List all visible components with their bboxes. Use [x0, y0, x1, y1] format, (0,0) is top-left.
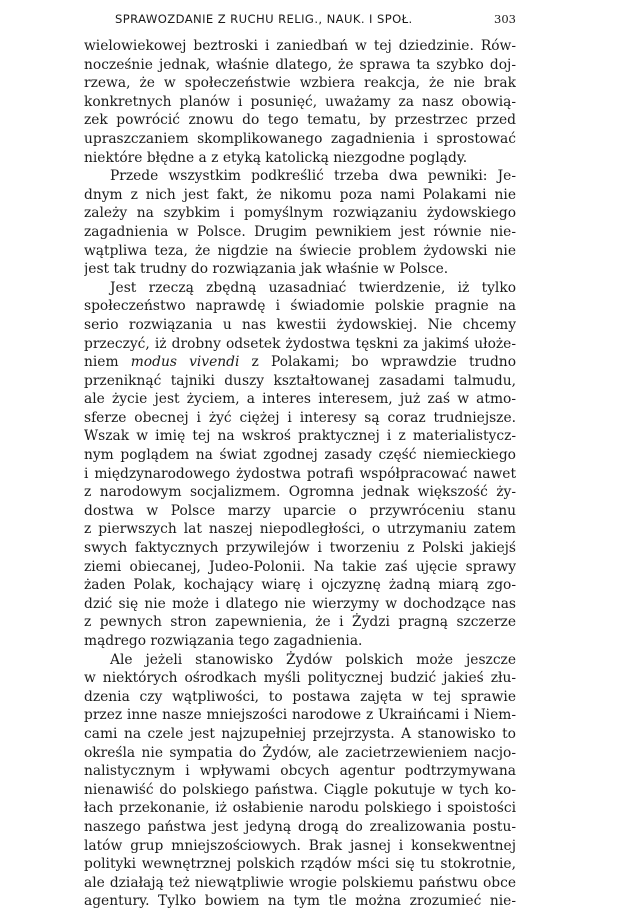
- text-line: i międzynarodowego żydostwa potrafi współpracować nawet: [84, 465, 516, 482]
- text-line: nym poglądem na świat zgodnej zasady część niemieckiego: [84, 447, 516, 464]
- text-line: serio rozwiązania u nas kwestii żydowskiej. Nie chcemy: [84, 316, 516, 333]
- text-line: latów grup mniejszościowych. Brak jasnej i konsekwentnej: [84, 837, 516, 854]
- text-line: przeniknąć tajniki duszy kształtowanej zasadami talmudu,: [84, 372, 516, 389]
- text-line: Ale jeżeli stanowisko Żydów polskich może jeszcze: [110, 651, 516, 668]
- text-line: nocześnie jednak, właśnie dlatego, że sprawa ta szybko doj-: [84, 56, 516, 73]
- page-number: 303: [494, 12, 516, 26]
- text-line: przez inne nasze mniejszości narodowe z Ukraińcami i Niem-: [84, 707, 516, 724]
- text-line: nienawiść do polskiego państwa. Ciągle pokutuje w tych ko-: [84, 781, 516, 798]
- text-line: ale życie jest życiem, a interes interesem, już zaś w atmo-: [84, 391, 516, 408]
- text-line: zależy na szybkim i pomyślnym rozwiązaniu żydowskiego: [84, 205, 516, 222]
- body-text: [84, 37, 516, 911]
- text-line: łach przekonanie, iż osłabienie narodu polskiego i spoistości: [84, 800, 516, 817]
- text-line: sferze obecnej i żyć ciężej i interesy są coraz trudniejsze.: [84, 409, 516, 426]
- text-line: konkretnych planów i posunięć, uważamy za nasz obowią-: [84, 93, 516, 110]
- text-line: Jest rzeczą zbędną uzasadniać twierdzenie, iż tylko: [110, 279, 516, 296]
- text-line: ziemi obiecanej, Judeo-Polonii. Na takie zaś ujęcie sprawy: [84, 558, 516, 575]
- text-line: w niektórych ośrodkach myśli politycznej budzić jakieś złu-: [84, 670, 516, 687]
- text-line: swych faktycznych przywilejów i tworzeniu z Polski jakiejś: [84, 540, 516, 557]
- text-line: wielowiekowej beztroski i zaniedbań w tej dziedzinie. Rów-: [84, 38, 516, 54]
- text-line: określa nie sympatia do Żydów, ale zacietrzewieniem nacjo-: [84, 744, 516, 761]
- text-line: Przede wszystkim podkreślić trzeba dwa pewniki: Je-: [110, 168, 516, 185]
- text-line: polityki wewnętrznej polskich rządów mści się tu stokrotnie,: [84, 856, 516, 873]
- text-line: z pierwszych lat naszej niepodległości, o utrzymaniu zatem: [84, 521, 516, 538]
- text-line: z narodowym socjalizmem. Ogromna jednak większość ży-: [84, 484, 516, 501]
- text-line: zek powrócić znowu do tego tematu, by przestrzec przed: [84, 112, 516, 129]
- text-line: dzenia czy wątpliwości, to postawa zajęta w tej sprawie: [84, 688, 516, 705]
- running-title: SPRAWOZDANIE Z RUCHU RELIG., NAUK. I SPOŁ.: [115, 12, 413, 26]
- text-line: ale działają też niewątpliwie wrogie polskiemu państwu obce: [84, 874, 516, 891]
- text-line: rzewa, że w społeczeństwie wzbiera reakcja, że nie brak: [84, 75, 516, 92]
- text-line: z pewnych stron zapewnienia, że i Żydzi pragną szczerze: [84, 614, 516, 631]
- text-line: nalistycznym i wpływami obcych agentur podtrzymywana: [84, 763, 516, 780]
- text-line: niektóre błędne a z etyką katolicką niezgodne poglądy.: [84, 149, 468, 166]
- text-line: agentury. Tylko bowiem na tym tle można zrozumieć nie-: [84, 893, 516, 910]
- text-line: dnym z nich jest fakt, że nikomu poza nami Polakami nie: [84, 186, 516, 203]
- text-line: zagadnienia w Polsce. Drugim pewnikiem jest równie nie-: [84, 223, 516, 240]
- text-line: przeczyć, iż drobny odsetek żydostwa tęskni za jakimś ułoże-: [84, 335, 516, 352]
- italic-phrase: modus vivendi: [130, 354, 240, 371]
- text-line: mądrego rozwiązania tego zagadnienia.: [84, 633, 363, 649]
- running-head: [84, 9, 516, 29]
- text-line: żaden Polak, kochający wiarę i ojczyznę żadną miarą zgo-: [84, 577, 516, 594]
- text-line: dzić się nie może i dlatego nie wierzymy w dochodzące nas: [84, 595, 516, 612]
- text-line: jest tak trudny do rozwiązania jak właśnie w Polsce.: [84, 261, 449, 278]
- text-line: Wszak w imię tej na wskroś praktycznej i z materialistycz-: [84, 428, 516, 445]
- text-line: dostwa w Polsce marzy uparcie o przywróceniu stanu: [84, 502, 516, 519]
- text-line: społeczeństwo naprawdę i świadomie polskie pragnie na: [84, 298, 516, 315]
- text-line: upraszczaniem skomplikowanego zagadnienia i sprostować: [84, 130, 516, 147]
- text-line: wątpliwa teza, że nigdzie na świecie problem żydowski nie: [84, 242, 516, 259]
- text-line: naszego państwa jest jedyną drogą do zrealizowania postu-: [84, 818, 516, 835]
- text-line: cami na czele jest najzupełniej przejrzysta. A stanowisko to: [84, 725, 516, 742]
- text-line-italic: niem modus vivendi z Polakami; bo wprawdzie trudno: [84, 354, 516, 371]
